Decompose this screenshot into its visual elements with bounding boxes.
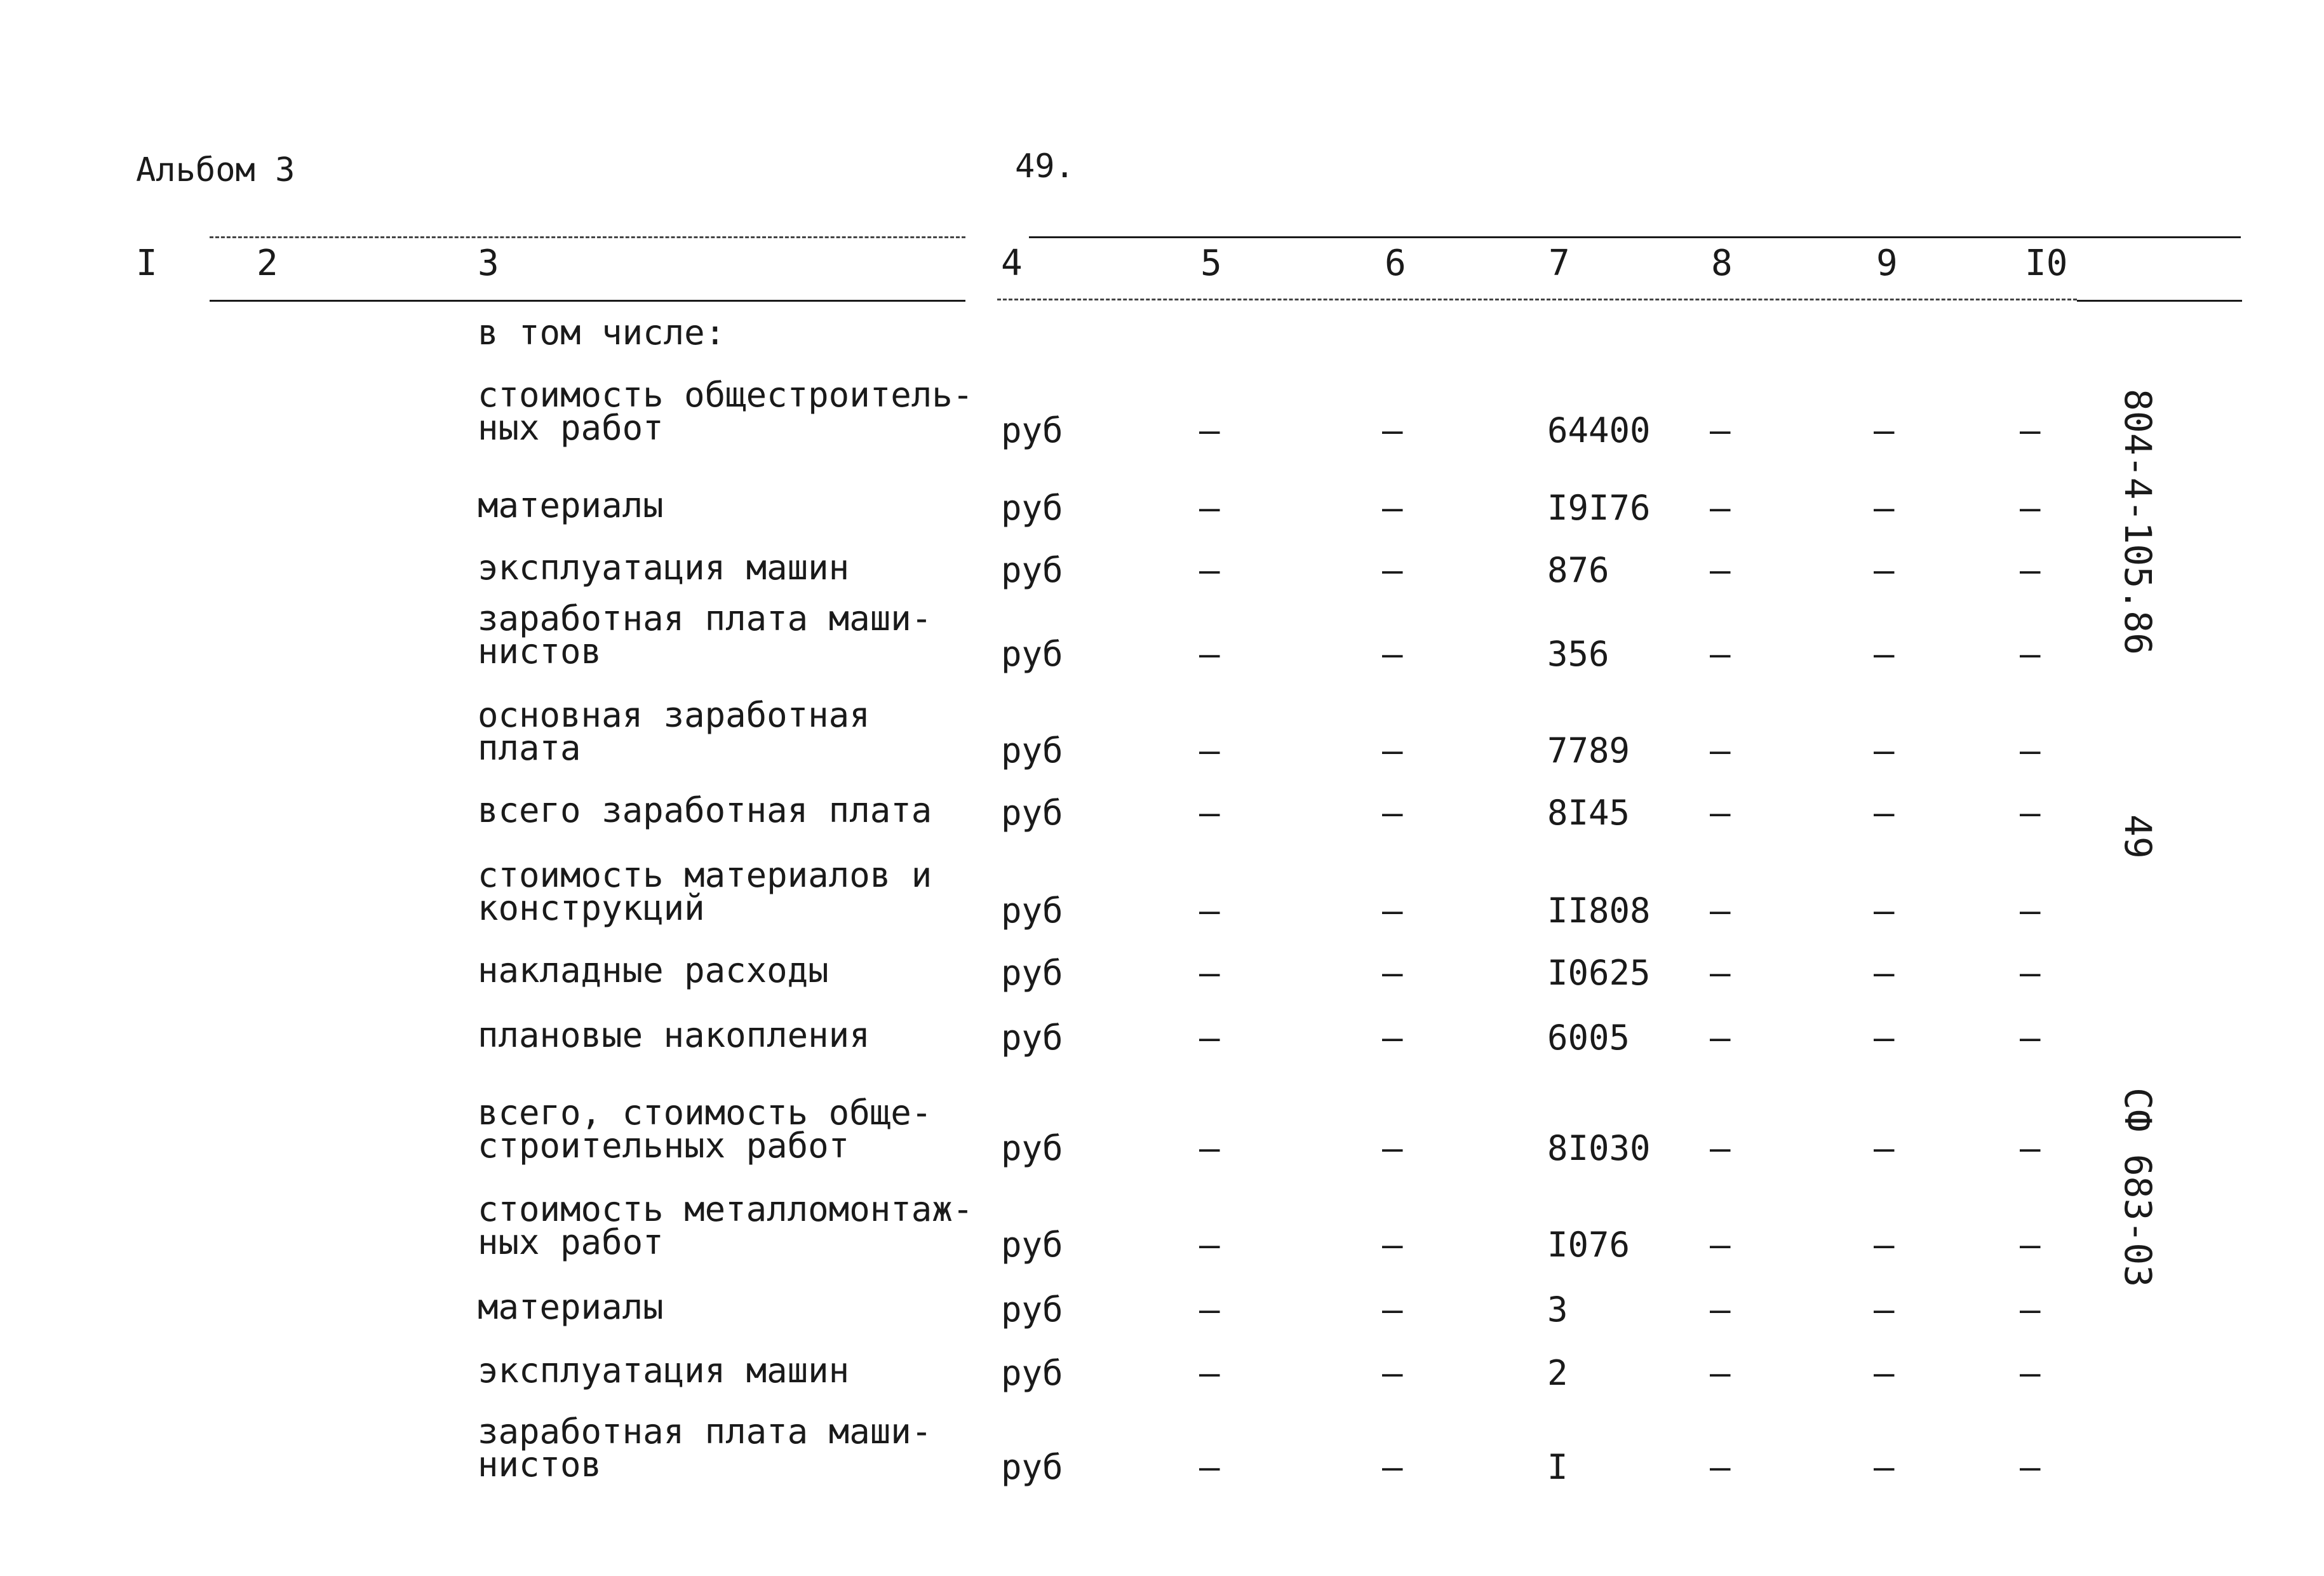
row-description: конструкций <box>478 888 705 928</box>
row-description: строительных работ <box>478 1126 850 1166</box>
row-value-c10: – <box>2020 891 2041 931</box>
row-value-c8: – <box>1710 1018 1731 1058</box>
row-value-c6: – <box>1382 953 1403 993</box>
row-value-c10: – <box>2020 731 2041 771</box>
row-value-c8: – <box>1710 550 1731 590</box>
row-value-c10: – <box>2020 1018 2041 1058</box>
row-unit: руб <box>1001 1128 1063 1168</box>
row-unit: руб <box>1001 488 1063 528</box>
row-value-col7: 8I45 <box>1547 793 1630 833</box>
row-value-c5: – <box>1199 1018 1220 1058</box>
row-description: всего, стоимость обще- <box>478 1093 932 1133</box>
row-value-c6: – <box>1382 1018 1403 1058</box>
row-description: материалы <box>478 485 664 525</box>
page-number: 49. <box>1015 147 1075 185</box>
row-value-c5: – <box>1199 410 1220 450</box>
row-value-c6: – <box>1382 410 1403 450</box>
row-value-col7: I0625 <box>1547 953 1651 993</box>
row-value-col7: 7789 <box>1547 731 1630 771</box>
row-unit: руб <box>1001 793 1063 833</box>
row-value-c8: – <box>1710 488 1731 528</box>
side-doc-code: 804-4-105.86 <box>2116 389 2159 656</box>
row-value-col7: II808 <box>1547 891 1651 931</box>
row-unit: руб <box>1001 953 1063 993</box>
row-value-c9: – <box>1874 891 1895 931</box>
row-value-c8: – <box>1710 1290 1731 1330</box>
row-value-c6: – <box>1382 1353 1403 1393</box>
row-unit: руб <box>1001 731 1063 771</box>
side-archive-code: СФ 683-03 <box>2116 1088 2159 1288</box>
row-value-col7: 356 <box>1547 634 1609 674</box>
row-value-c9: – <box>1874 1353 1895 1393</box>
row-unit: руб <box>1001 550 1063 590</box>
row-value-c10: – <box>2020 793 2041 833</box>
side-page-number: 49 <box>2116 814 2159 859</box>
row-value-c9: – <box>1874 550 1895 590</box>
row-value-c10: – <box>2020 1353 2041 1393</box>
row-value-c9: – <box>1874 488 1895 528</box>
row-value-c6: – <box>1382 634 1403 674</box>
row-value-c9: – <box>1874 731 1895 771</box>
row-value-c5: – <box>1199 891 1220 931</box>
row-value-col7: 3 <box>1547 1290 1568 1330</box>
row-value-c10: – <box>2020 1447 2041 1487</box>
row-description: материалы <box>478 1287 664 1327</box>
row-value-c8: – <box>1710 1128 1731 1168</box>
row-value-c5: – <box>1199 1447 1220 1487</box>
row-description: эксплуатация машин <box>478 1350 850 1391</box>
row-value-c5: – <box>1199 953 1220 993</box>
column-number-4: 4 <box>1001 243 1023 284</box>
row-description: основная заработная <box>478 695 870 735</box>
section-label: в том числе: <box>478 313 726 353</box>
row-description: ных работ <box>478 408 664 448</box>
row-value-c10: – <box>2020 1225 2041 1265</box>
row-value-c6: – <box>1382 1290 1403 1330</box>
row-value-c6: – <box>1382 731 1403 771</box>
row-unit: руб <box>1001 1290 1063 1330</box>
row-unit: руб <box>1001 1447 1063 1487</box>
row-unit: руб <box>1001 1018 1063 1058</box>
table-header-rule-mid <box>997 299 2077 300</box>
column-number-7: 7 <box>1548 243 1570 284</box>
row-value-c10: – <box>2020 488 2041 528</box>
row-value-c5: – <box>1199 488 1220 528</box>
row-value-col7: 64400 <box>1547 410 1651 450</box>
row-value-c9: – <box>1874 953 1895 993</box>
row-value-col7: 2 <box>1547 1353 1568 1393</box>
row-value-c6: – <box>1382 1225 1403 1265</box>
album-label: Альбом 3 <box>136 151 295 189</box>
column-number-6: 6 <box>1385 243 1406 284</box>
row-value-c9: – <box>1874 634 1895 674</box>
row-description: плановые накопления <box>478 1015 870 1055</box>
row-value-c10: – <box>2020 550 2041 590</box>
row-value-c10: – <box>2020 410 2041 450</box>
table-header-rule-right <box>2077 300 2242 302</box>
row-unit: руб <box>1001 1353 1063 1393</box>
row-value-c6: – <box>1382 550 1403 590</box>
column-number-1: I <box>136 243 158 284</box>
row-value-c8: – <box>1710 891 1731 931</box>
row-value-c5: – <box>1199 731 1220 771</box>
row-value-col7: 6005 <box>1547 1018 1630 1058</box>
row-unit: руб <box>1001 891 1063 931</box>
row-value-c8: – <box>1710 1225 1731 1265</box>
row-value-c10: – <box>2020 953 2041 993</box>
row-value-c8: – <box>1710 1353 1731 1393</box>
row-description: эксплуатация машин <box>478 548 850 588</box>
row-value-c8: – <box>1710 1447 1731 1487</box>
row-value-c6: – <box>1382 891 1403 931</box>
row-value-c9: – <box>1874 1225 1895 1265</box>
row-value-c5: – <box>1199 634 1220 674</box>
row-value-c8: – <box>1710 634 1731 674</box>
row-value-c10: – <box>2020 1290 2041 1330</box>
row-value-c5: – <box>1199 550 1220 590</box>
column-number-10: I0 <box>2025 243 2068 284</box>
row-value-col7: I9I76 <box>1547 488 1651 528</box>
row-value-c8: – <box>1710 793 1731 833</box>
row-value-c5: – <box>1199 1128 1220 1168</box>
row-value-c9: – <box>1874 1018 1895 1058</box>
row-description: заработная плата маши- <box>478 1411 932 1451</box>
row-description: накладные расходы <box>478 950 829 990</box>
row-value-c8: – <box>1710 731 1731 771</box>
row-value-c5: – <box>1199 1353 1220 1393</box>
row-description: стоимость металломонтаж- <box>478 1189 974 1229</box>
row-value-col7: 876 <box>1547 550 1609 590</box>
row-value-col7: I <box>1547 1447 1568 1487</box>
row-value-c5: – <box>1199 1225 1220 1265</box>
row-value-c8: – <box>1710 953 1731 993</box>
column-number-8: 8 <box>1711 243 1733 284</box>
table-top-rule-right <box>1029 236 2241 238</box>
row-value-col7: I076 <box>1547 1225 1630 1265</box>
table-header-rule-left <box>210 300 965 302</box>
table-top-rule-left <box>210 236 965 238</box>
row-unit: руб <box>1001 634 1063 674</box>
column-number-3: 3 <box>478 243 499 284</box>
column-number-9: 9 <box>1876 243 1898 284</box>
row-unit: руб <box>1001 1225 1063 1265</box>
column-number-5: 5 <box>1200 243 1222 284</box>
row-description: нистов <box>478 1445 602 1485</box>
row-value-c6: – <box>1382 1447 1403 1487</box>
row-value-c5: – <box>1199 793 1220 833</box>
row-description: стоимость материалов и <box>478 855 932 895</box>
row-value-c5: – <box>1199 1290 1220 1330</box>
row-description: ных работ <box>478 1222 664 1262</box>
row-value-c6: – <box>1382 1128 1403 1168</box>
column-number-2: 2 <box>257 243 278 284</box>
row-description: плата <box>478 728 581 768</box>
row-value-c6: – <box>1382 793 1403 833</box>
row-value-c10: – <box>2020 634 2041 674</box>
row-description: стоимость общестроитель- <box>478 375 974 415</box>
row-description: всего заработная плата <box>478 790 932 830</box>
row-value-c8: – <box>1710 410 1731 450</box>
row-unit: руб <box>1001 410 1063 450</box>
row-value-c9: – <box>1874 1290 1895 1330</box>
row-value-c9: – <box>1874 1128 1895 1168</box>
row-description: заработная плата маши- <box>478 598 932 638</box>
row-description: нистов <box>478 631 602 671</box>
row-value-c9: – <box>1874 410 1895 450</box>
row-value-c6: – <box>1382 488 1403 528</box>
row-value-col7: 8I030 <box>1547 1128 1651 1168</box>
row-value-c10: – <box>2020 1128 2041 1168</box>
row-value-c9: – <box>1874 793 1895 833</box>
row-value-c9: – <box>1874 1447 1895 1487</box>
